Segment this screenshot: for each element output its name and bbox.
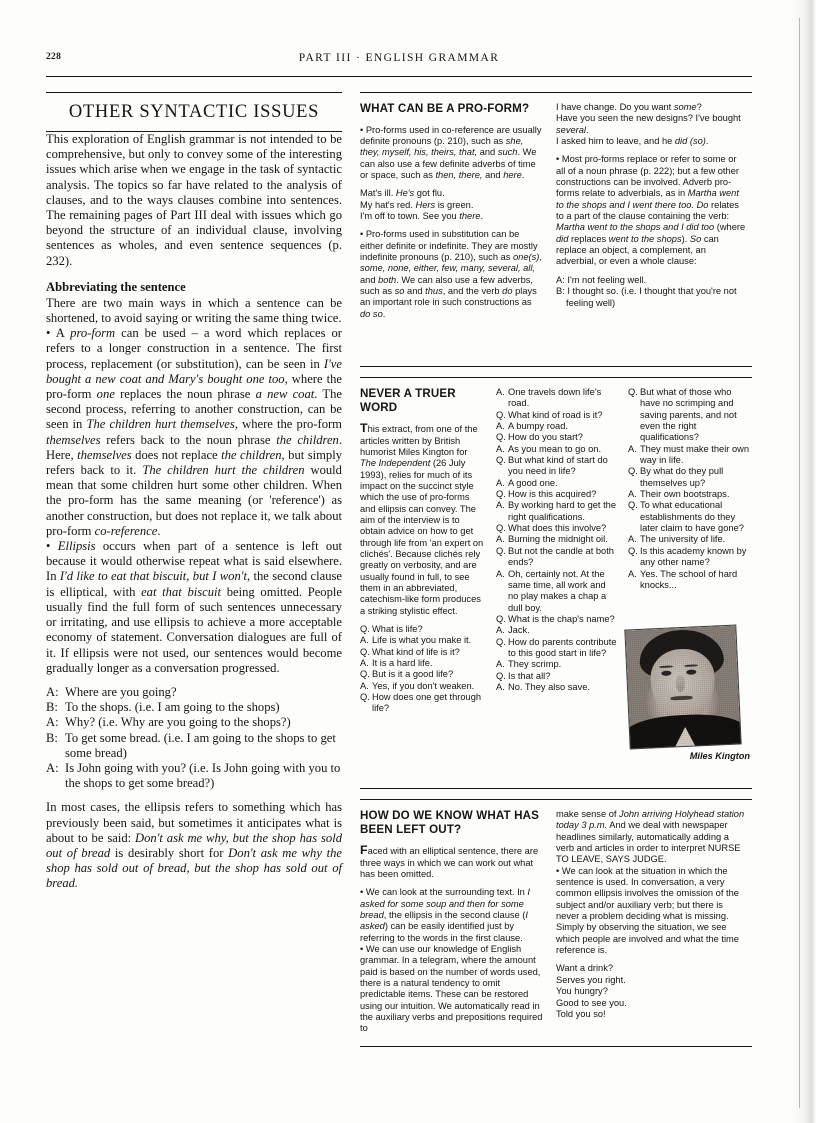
qa-text: Their own bootstraps.: [640, 489, 730, 500]
page-title: OTHER SYNTACTIC ISSUES: [68, 102, 320, 122]
qa-row: [496, 671, 618, 682]
qa-text: No. They also save.: [508, 681, 590, 692]
qa-text: How does one get through life?: [372, 692, 482, 714]
qa-label: Q.: [496, 613, 506, 624]
panel-what-can-be-a-pro-form: [360, 92, 752, 367]
pro-form-bullet-3: • Most pro-forms replace or refer to some or all of a noun phrase (p. 222); but a few other constructions can be involved. Adverb pro-forms relate to adverbials, as in Martha went to the shops and I went there too. Do relates to a part of the clause containing the verb: Martha went to the shops and I did too (where did replaces went to the shops). So can replace an object, a complement, an adverbial, or even a whole clause:: [556, 154, 746, 267]
example-line: I have change. Do you want some?: [556, 102, 702, 112]
qa-label: A.: [496, 568, 505, 579]
qa-text: Life is what you make it.: [372, 635, 472, 646]
leftout-bullet-1: • We can look at the surrounding text. In I asked for some soup and then for some bread, the ellipsis in the second clause (I asked) can be easily identified just by referring to the words in the first clause.: [360, 887, 531, 943]
qa-row: [360, 669, 484, 680]
scan-edge-shadow: [790, 0, 816, 1123]
qa-list-3: [628, 387, 750, 591]
qa-row: [496, 614, 618, 625]
qa-row: [496, 637, 618, 660]
dialogue-line-b: B: I thought so. (i.e. I thought that you're not feeling well): [556, 286, 737, 308]
qa-text: They must make their own way in life.: [640, 443, 750, 466]
halftone-grain: [625, 626, 740, 749]
qa-label: Q.: [628, 500, 638, 511]
qa-text: What does this involve?: [508, 523, 607, 534]
panel-title-pro-form: WHAT CAN BE A PRO-FORM?: [360, 102, 530, 115]
panel-how-do-we-know: [360, 799, 752, 1047]
qa-label: A.: [496, 421, 505, 432]
qa-text: But is it a good life?: [372, 669, 454, 680]
example-line: Mat's ill. He's got flu.: [360, 188, 445, 199]
portrait-image: [625, 626, 740, 749]
qa-row: [628, 500, 750, 534]
qa-label: A.: [496, 681, 505, 692]
qa-row: [628, 546, 750, 569]
main-text-column: [46, 92, 342, 892]
header-rule: [46, 76, 752, 77]
bullet-pro-form: • A pro-form can be used – a word which replaces or refers to a longer construction in a sentence. The first process, replacement (or substitution), can be seen in I've bought a new coat and Mary's bought one too, where the pro-form one replaces the noun phrase a new coat. The second process, referring to another construction, can be seen in The children hurt themselves, where the pro-form themselves refers back to the noun phrase the children. Here, themselves does not replace the children, but simply refers back to it. The children hurt the children would mean that some children hurt some other children. When the pro-form has the same meaning (or 'reference') as another construction, but does not replace it, we talk about pro-form co-reference.: [46, 326, 343, 538]
pro-form-examples-2: [556, 102, 748, 147]
qa-text: By what do they pull themselves up?: [640, 466, 724, 488]
qa-row: [360, 692, 484, 715]
qa-label: A.: [496, 387, 505, 397]
leftout-column-1: [360, 809, 544, 1042]
qa-label: A.: [628, 568, 637, 579]
qa-text: What is life?: [372, 624, 423, 635]
qa-text: What kind of life is it?: [372, 646, 460, 657]
dialogue-list: [46, 685, 342, 791]
example-line: I asked him to leave, and he did (so).: [556, 136, 709, 147]
qa-text: A bumpy road.: [508, 421, 568, 432]
qa-label: Q.: [360, 692, 370, 703]
qa-row: [360, 624, 484, 635]
truer-intro: This extract, from one of the articles written by British humorist Miles Kington for The Independent (26 July 1993), relies for much of its impact on the succinct style which the use of pro-forms and ellipsis can convey. The aim of the interview is to obtain advice on how to get through life from 'an expert on clichés'. Because clichés rely greatly on verbosity, and are usually found in full, to see them in an abbreviated, catechism-like form produces a striking stylistic effect.: [360, 421, 484, 616]
example-line: I'm off to town. See you there.: [360, 211, 484, 221]
qa-text: The university of life.: [640, 534, 726, 545]
qa-row: [360, 658, 484, 669]
qa-row: [628, 534, 750, 545]
qa-text: They scrimp.: [508, 659, 562, 670]
qa-label: Q.: [496, 432, 506, 443]
qa-label: Q.: [628, 387, 638, 397]
qa-text: One travels down life's road.: [508, 387, 602, 409]
pro-form-examples-1: [360, 188, 544, 222]
qa-label: Q.: [360, 646, 370, 657]
dialogue-row: [46, 715, 342, 730]
truer-column-3: [628, 387, 750, 591]
qa-label: Q.: [360, 669, 370, 680]
bullet-ellipsis: • Ellipsis occurs when part of a sentence is left out because it would otherwise repeat what is said elsewhere. In I'd like to eat that biscuit, but I won't, the second clause is elliptical, with eat that biscuit being omitted. People usually find the full form of such sentences unnecessary or irritating, and use ellipsis to achieve a more acceptable economy of statement. Conversation dialogues are full of it. If ellipsis were not used, our sentences would become gradually longer as a conversation progressed.: [46, 539, 343, 675]
example-line: Serves you right.: [556, 974, 626, 985]
qa-row: [496, 625, 618, 636]
qa-row: [628, 444, 750, 467]
running-head-title: PART III · ENGLISH GRAMMAR: [298, 52, 500, 64]
dialogue-speaker: B:: [46, 730, 58, 745]
dialogue-text: Is John going with you? (i.e. Is John going with you to the shops to get some bread?): [65, 760, 341, 791]
qa-text: Is that all?: [508, 670, 551, 681]
qa-text: Oh, certainly not. At the same time, all work and no play makes a chap a dull boy.: [508, 568, 607, 613]
qa-label: A.: [496, 625, 505, 636]
qa-list-1: [360, 624, 484, 715]
qa-row: [496, 421, 618, 432]
pro-form-dialogue: [556, 275, 748, 309]
qa-row: [496, 387, 618, 410]
leftout-bullet-2: • We can use our knowledge of English grammar. In a telegram, where the amount paid is based on the number of words used, there is a natural tendency to omit predictable items. These can be restored using our intuition. We automatically read in the auxiliary verbs and prepositions required to: [360, 943, 543, 1034]
pro-form-bullet-2: • Pro-forms used in substitution can be either definite or indefinite. They are mostly indefinite pronouns (p. 210), such as one(s), some, none, either, few, many, several, all, and both. We can also use a few adverbs, such as so and thus, and the verb do plays an important role in such constructions as do so.: [360, 229, 542, 319]
qa-text: But what of those who have no scrimping and saving parents, and not even the right qualifications?: [640, 387, 737, 443]
qa-text: By working hard to get the right qualifications.: [508, 500, 617, 522]
qa-label: A.: [360, 658, 369, 669]
qa-label: A.: [628, 534, 637, 545]
qa-row: [496, 478, 618, 489]
dialogue-row: [46, 700, 342, 715]
qa-text: A good one.: [508, 477, 558, 488]
pro-form-column-2: [556, 102, 748, 309]
qa-label: A.: [496, 659, 505, 670]
qa-list-2: [496, 387, 618, 693]
qa-text: Yes, if you don't weaken.: [372, 680, 475, 691]
leftout-column-2: [556, 809, 748, 1020]
qa-label: Q.: [628, 466, 638, 477]
leftout-intro: Faced with an elliptical sentence, there are three ways in which we can work out what has been omitted.: [360, 843, 539, 879]
qa-row: [496, 659, 618, 670]
qa-row: [496, 432, 618, 443]
qa-text: How is this acquired?: [508, 489, 597, 500]
qa-text: Is this academy known by any other name?: [640, 545, 747, 568]
qa-label: A.: [496, 534, 505, 545]
qa-label: A.: [360, 635, 369, 646]
qa-text: How do parents contribute to this good start in life?: [508, 636, 617, 658]
qa-row: [496, 523, 618, 534]
qa-row: [496, 410, 618, 421]
intro-paragraph: This exploration of English grammar is not intended to be comprehensive, but only to convey some of the interesting issues which arise when we engage in the task of syntactic analysis. The topics so far have related to the analysis of clauses, and to the ways clauses combine into sentences. The remaining pages of Part III deal with issues which go beyond the structure of an individual clause, involving sentences as wholes, and even sentence sequences (p. 232).: [46, 132, 342, 268]
qa-label: Q.: [496, 670, 506, 681]
pro-form-column-1: [360, 102, 544, 327]
qa-text: To what educational establishments do they later claim to have gone?: [640, 500, 744, 534]
panel-title-never-a-truer-word: NEVER A TRUER WORD: [360, 387, 456, 414]
dialogue-row: [46, 685, 342, 700]
truer-column-2: [496, 387, 618, 693]
qa-label: Q.: [496, 523, 506, 534]
example-line: You hungry?: [556, 986, 608, 997]
qa-label: A.: [496, 500, 505, 511]
qa-label: Q.: [496, 545, 506, 556]
dialogue-speaker: B:: [46, 700, 58, 715]
dialogue-speaker: A:: [46, 684, 59, 699]
qa-label: A.: [360, 680, 369, 691]
qa-text: Yes. The school of hard knocks...: [640, 568, 738, 590]
qa-row: [628, 569, 750, 592]
example-line: Have you seen the new designs? I've bought several.: [556, 113, 741, 135]
example-line: My hat's red. Hers is green.: [360, 199, 474, 210]
dialogue-text: Where are you going?: [65, 684, 177, 699]
qa-row: [496, 444, 618, 455]
qa-label: Q.: [496, 409, 506, 420]
section-subheading: Abbreviating the sentence: [46, 279, 186, 294]
qa-label: Q.: [360, 624, 370, 635]
qa-row: [496, 455, 618, 478]
qa-label: Q.: [496, 455, 506, 466]
example-line: Good to see you.: [556, 997, 627, 1008]
qa-row: [496, 546, 618, 569]
qa-row: [496, 682, 618, 693]
qa-text: It is a hard life.: [372, 658, 433, 669]
scan-edge-line: [799, 18, 800, 1108]
pro-form-bullet-1: • Pro-forms used in co-reference are usually definite pronouns (p. 210), such as she, they, myself, his, theirs, that, and such. We can also use a few definite adverbs of time or space, such as then, there, and here.: [360, 124, 542, 180]
qa-text: Burning the midnight oil.: [508, 534, 608, 545]
page-number: 228: [46, 52, 62, 62]
photo-caption: Miles Kington: [689, 751, 750, 761]
qa-label: A.: [496, 443, 505, 454]
qa-row: [496, 534, 618, 545]
dialogue-speaker: A:: [46, 760, 59, 775]
qa-label: Q.: [496, 636, 506, 647]
dialogue-row: [46, 761, 342, 791]
dialogue-speaker: A:: [46, 715, 59, 730]
qa-text: What is the chap's name?: [508, 613, 615, 624]
qa-text: But what kind of start do you need in life?: [508, 455, 608, 477]
dialogue-text: To the shops. (i.e. I am going to the shops): [65, 700, 280, 715]
title-rule-top: [46, 92, 342, 93]
qa-text: But not the candle at both ends?: [508, 545, 614, 568]
qa-row: [360, 647, 484, 658]
example-line: Want a drink?: [556, 963, 614, 974]
qa-row: [496, 489, 618, 500]
paragraph-two: There are two main ways in which a sentence can be shortened, to avoid saying or writing the same thing twice.: [46, 295, 342, 326]
dialogue-text: Why? (i.e. Why are you going to the shops?): [65, 715, 291, 730]
qa-label: Q.: [496, 489, 506, 500]
dialogue-row: [46, 731, 342, 761]
qa-row: [496, 500, 618, 523]
truer-column-1: [360, 387, 484, 715]
qa-row: [628, 466, 750, 489]
qa-row: [628, 489, 750, 500]
closing-paragraph: In most cases, the ellipsis refers to something which has previously been said, but sometimes it anticipates what is about to be said: Don't ask me why, but the shop has sold out of bread is desirably short for Don't ask me why the shop has sold out of bread, but the shop has sold out of bread.: [46, 800, 343, 891]
qa-text: Jack.: [508, 625, 530, 636]
panel-title-how-do-we-know: HOW DO WE KNOW WHAT HAS BEEN LEFT OUT?: [360, 809, 540, 836]
qa-text: As you mean to go on.: [508, 443, 602, 454]
dialogue-text: To get some bread. (i.e. I am going to the shops to get some bread): [65, 730, 336, 760]
photo-miles-kington: [628, 628, 738, 746]
dialogue-line-a: A: I'm not feeling well.: [556, 274, 647, 285]
qa-label: A.: [628, 443, 637, 454]
leftout-examples: [556, 963, 748, 1020]
qa-label: Q.: [628, 545, 638, 556]
qa-row: [360, 635, 484, 646]
qa-label: A.: [496, 477, 505, 488]
qa-row: [496, 569, 618, 614]
panel-never-a-truer-word: [360, 377, 752, 789]
qa-label: A.: [628, 489, 637, 500]
qa-text: How do you start?: [508, 432, 583, 443]
qa-row: [360, 681, 484, 692]
leftout-bullet-3: • We can look at the situation in which the sentence is used. In conversation, a very common ellipsis involves the omission of the subject and/or auxiliary verb; but there is never a problem deciding what is missing. Simply by observing the situation, we see which people are involved and what the time reference is.: [556, 865, 739, 956]
leftout-continuation: make sense of John arriving Holyhead station today 3 p.m. And we deal with newspaper headlines similarly, automatically adding a verb and articles in order to interpret NURSE TO LEAVE, SAYS JUDGE.: [556, 809, 745, 865]
example-line: Told you so!: [556, 1008, 606, 1019]
running-head: [46, 52, 752, 70]
qa-text: What kind of road is it?: [508, 409, 603, 420]
qa-row: [628, 387, 750, 444]
